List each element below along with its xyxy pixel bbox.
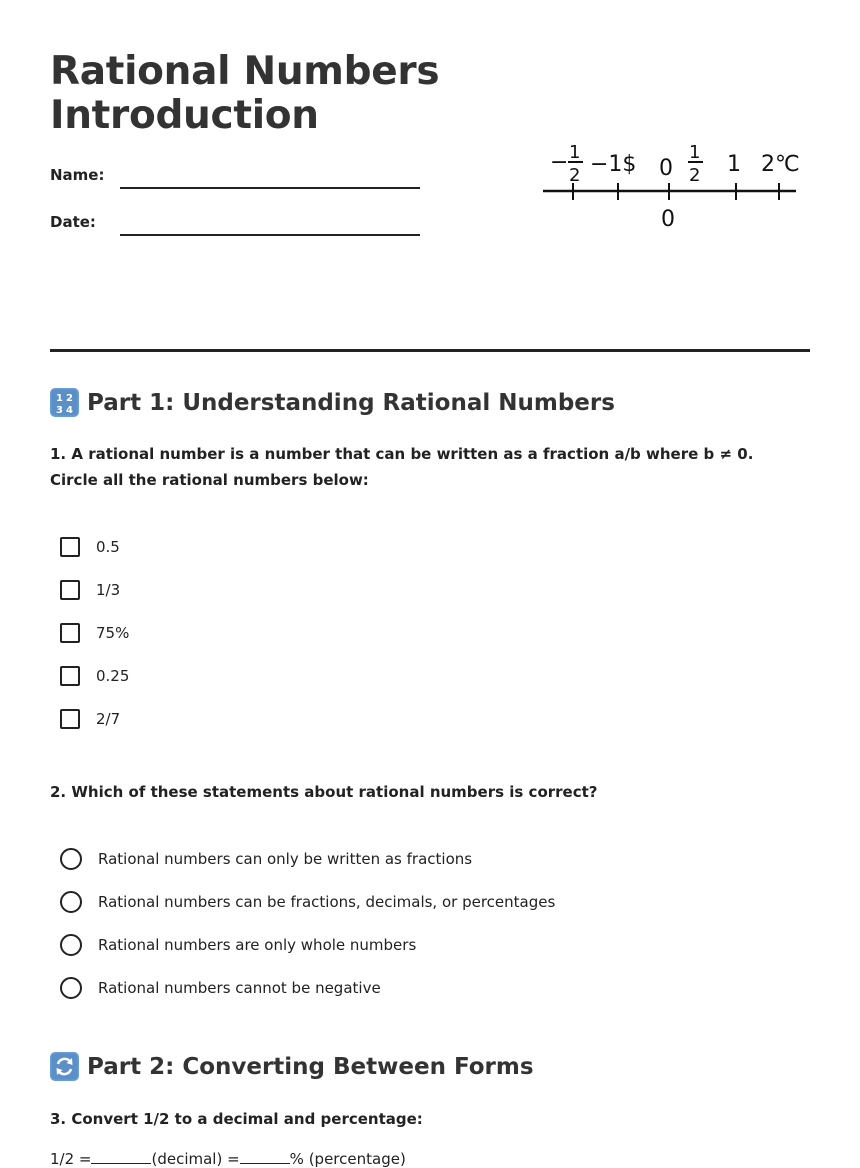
q2-option-2[interactable] (60, 934, 416, 956)
numbers-1234-icon (50, 388, 79, 417)
title-line-1: Rational Numbers (50, 49, 440, 94)
svg-text:1: 1 (56, 393, 63, 404)
q1-option-label: 1/3 (96, 581, 121, 599)
q1-option-label: 0.25 (96, 667, 130, 685)
svg-text:4: 4 (66, 405, 73, 416)
tick-label-minus-one: −1$ (590, 152, 637, 177)
part2-heading (50, 1052, 534, 1081)
q1-option-label: 75% (96, 624, 130, 642)
title-line-2: Introduction (50, 93, 319, 138)
part1-heading (50, 388, 615, 417)
name-label: Name: (50, 166, 105, 184)
q2-option-label: Rational numbers are only whole numbers (98, 936, 417, 954)
checkbox[interactable] (60, 580, 80, 600)
section-divider (50, 349, 810, 352)
decimal-blank[interactable] (91, 1163, 151, 1164)
date-label: Date: (50, 213, 96, 231)
q2-option-label: Rational numbers cannot be negative (98, 979, 381, 997)
name-field[interactable] (120, 187, 420, 189)
svg-text:2: 2 (689, 165, 701, 186)
checkbox[interactable] (60, 709, 80, 729)
svg-text:1: 1 (569, 142, 581, 163)
tick-label-one: 1 (727, 152, 741, 177)
decimal-label: (decimal) = (151, 1150, 240, 1168)
number-line-illustration (538, 130, 808, 240)
conversion-start: 1/2 = (50, 1150, 92, 1168)
q2-option-label: Rational numbers can only be written as fractions (98, 850, 473, 868)
question-3: 3. Convert 1/2 to a decimal and percentage: (50, 1110, 423, 1128)
svg-text:2: 2 (66, 393, 73, 404)
checkbox[interactable] (60, 666, 80, 686)
q2-option-0[interactable] (60, 848, 472, 870)
percentage-label: % (percentage) (289, 1150, 406, 1168)
part1-title: Part 1: Understanding Rational Numbers (87, 389, 615, 416)
tick-label-zero: 0 (659, 156, 673, 181)
q2-option-1[interactable] (60, 891, 555, 913)
below-label-zero: 0 (661, 207, 675, 232)
q1-option-4[interactable] (60, 709, 120, 729)
radio-button[interactable] (60, 977, 82, 999)
q1-option-3[interactable] (60, 666, 129, 686)
part2-title: Part 2: Converting Between Forms (87, 1053, 534, 1080)
q2-option-3[interactable] (60, 977, 381, 999)
svg-text:3: 3 (56, 405, 63, 416)
checkbox[interactable] (60, 623, 80, 643)
worksheet-title (50, 50, 439, 138)
q1-option-0[interactable] (60, 537, 120, 557)
checkbox[interactable] (60, 537, 80, 557)
question-1: 1. A rational number is a number that can be written as a fraction a/b where b ≠ 0. Circle all the rational numbers below: (50, 445, 754, 489)
conversion-line (50, 1150, 406, 1168)
svg-text:2: 2 (569, 165, 581, 186)
tick-label-half: 1 (689, 142, 701, 163)
radio-button[interactable] (60, 891, 82, 913)
q1-option-1[interactable] (60, 580, 120, 600)
arrows-cycle-icon (50, 1052, 79, 1081)
q1-option-label: 2/7 (96, 710, 121, 728)
tick-label-minus-half: − (550, 150, 569, 175)
radio-button[interactable] (60, 934, 82, 956)
percentage-blank[interactable] (240, 1163, 290, 1164)
q1-option-2[interactable] (60, 623, 129, 643)
date-field[interactable] (120, 234, 420, 236)
q2-option-label: Rational numbers can be fractions, decimals, or percentages (98, 893, 556, 911)
question-2: 2. Which of these statements about rational numbers is correct? (50, 783, 598, 801)
tick-label-two: 2℃ (761, 152, 800, 177)
q1-option-label: 0.5 (96, 538, 120, 556)
radio-button[interactable] (60, 848, 82, 870)
